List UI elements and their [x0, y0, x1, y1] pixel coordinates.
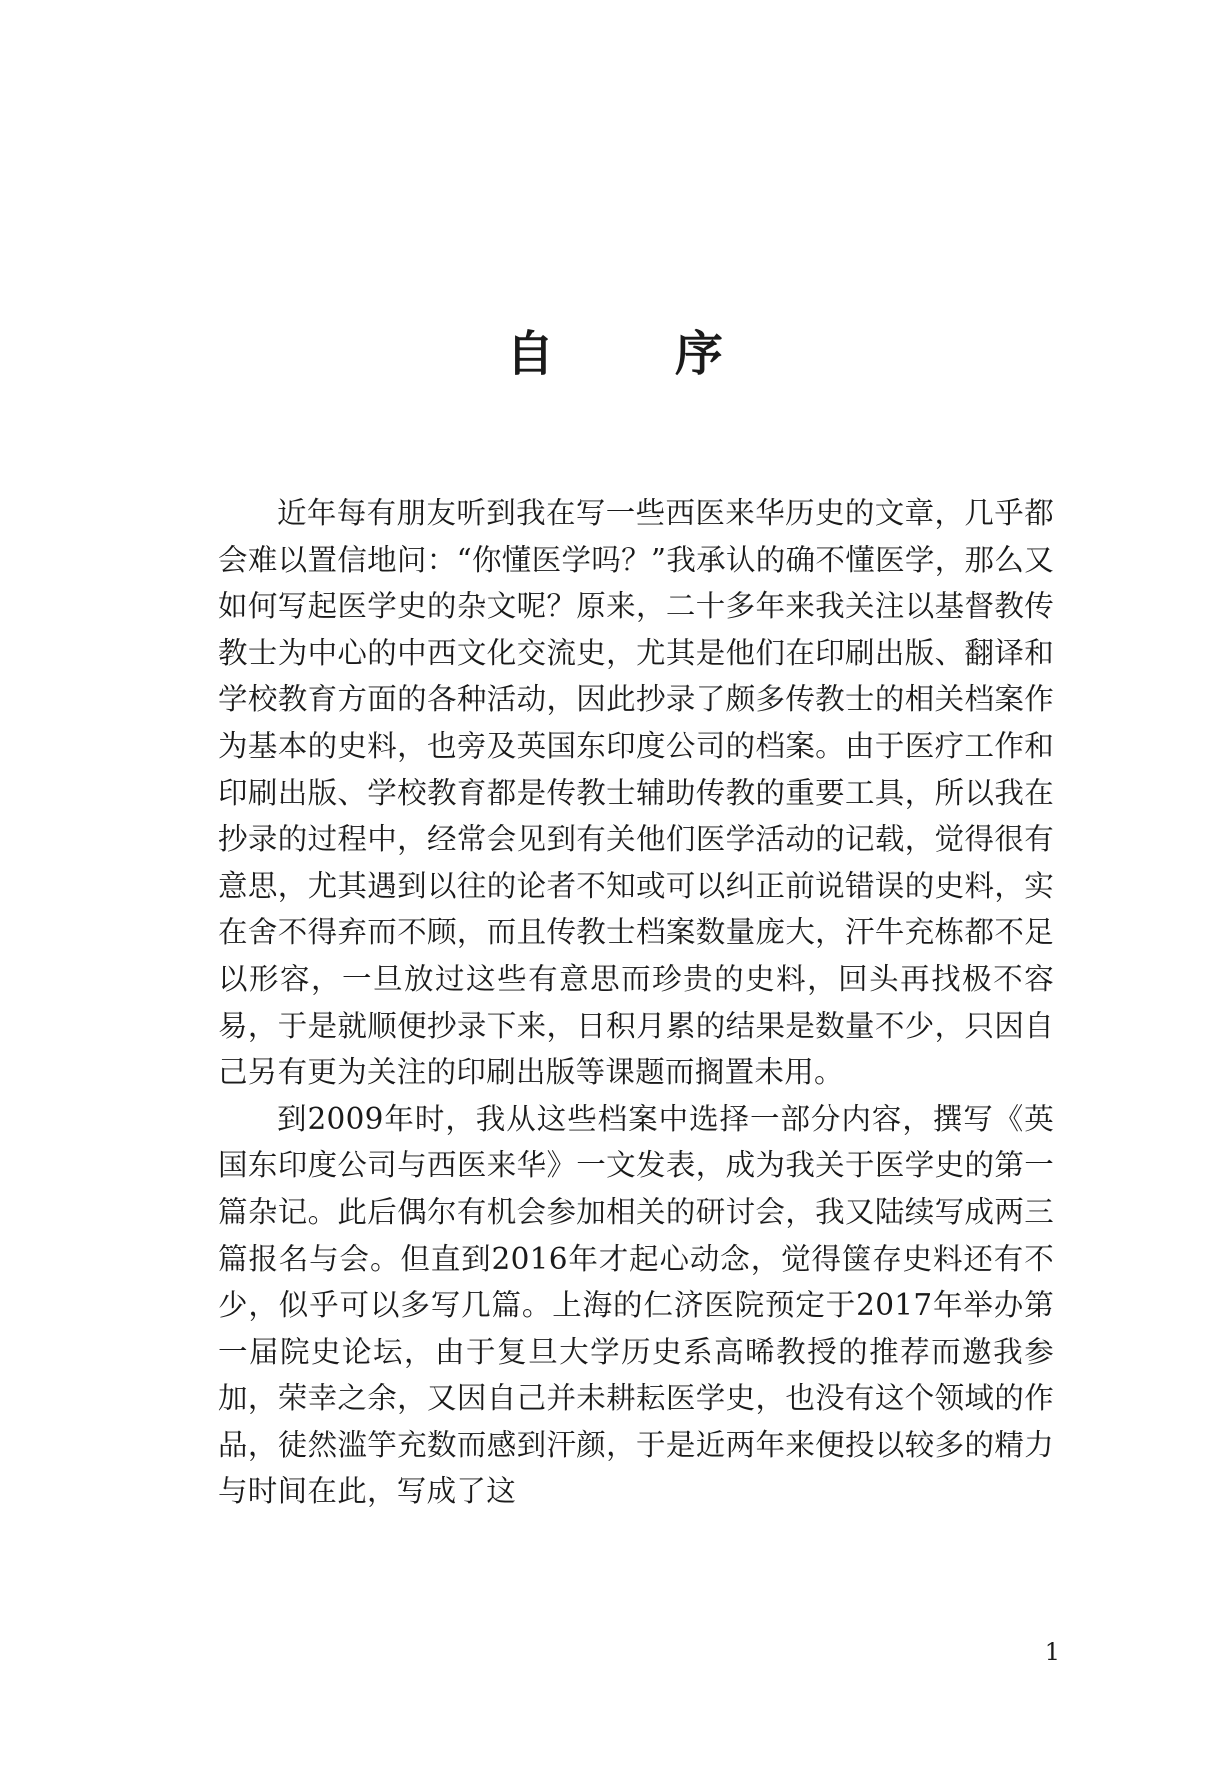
body-text	[218, 490, 1054, 1515]
paragraph-1: 近年每有朋友听到我在写一些西医来华历史的文章，几乎都会难以置信地问：“你懂医学吗？”我承认的确不懂医学，那么又如何写起医学史的杂文呢？原来，二十多年来我关注以基督教传教士为中心的中西文化交流史，尤其是他们在印刷出版、翻译和学校教育方面的各种活动，因此抄录了颇多传教士的相关档案作为基本的史料，也旁及英国东印度公司的档案。由于医疗工作和印刷出版、学校教育都是传教士辅助传教的重要工具，所以我在抄录的过程中，经常会见到有关他们医学活动的记载，觉得很有意思，尤其遇到以往的论者不知或可以纠正前说错误的史料，实在舍不得弃而不顾，而且传教士档案数量庞大，汗牛充栋都不足以形容，一旦放过这些有意思而珍贵的史料，回头再找极不容易，于是就顺便抄录下来，日积月累的结果是数量不少，只因自己另有更为关注的印刷出版等课题而搁置未用。	[218, 496, 1054, 1090]
paragraph-2: 到2009年时，我从这些档案中选择一部分内容，撰写《英国东印度公司与西医来华》一文发表，成为我关于医学史的第一篇杂记。此后偶尔有机会参加相关的研讨会，我又陆续写成两三篇报名与会。但直到2016年才起心动念，觉得箧存史料还有不少，似乎可以多写几篇。上海的仁济医院预定于2017年举办第一届院史论坛，由于复旦大学历史系高晞教授的推荐而邀我参加，荣幸之余，又因自己并未耕耘医学史，也没有这个领域的作品，徒然滥竽充数而感到汗颜，于是近两年来便投以较多的精力与时间在此，写成了这	[218, 1101, 1054, 1509]
page-number: 1	[1044, 1638, 1060, 1666]
page-title: 自 序	[506, 326, 775, 382]
